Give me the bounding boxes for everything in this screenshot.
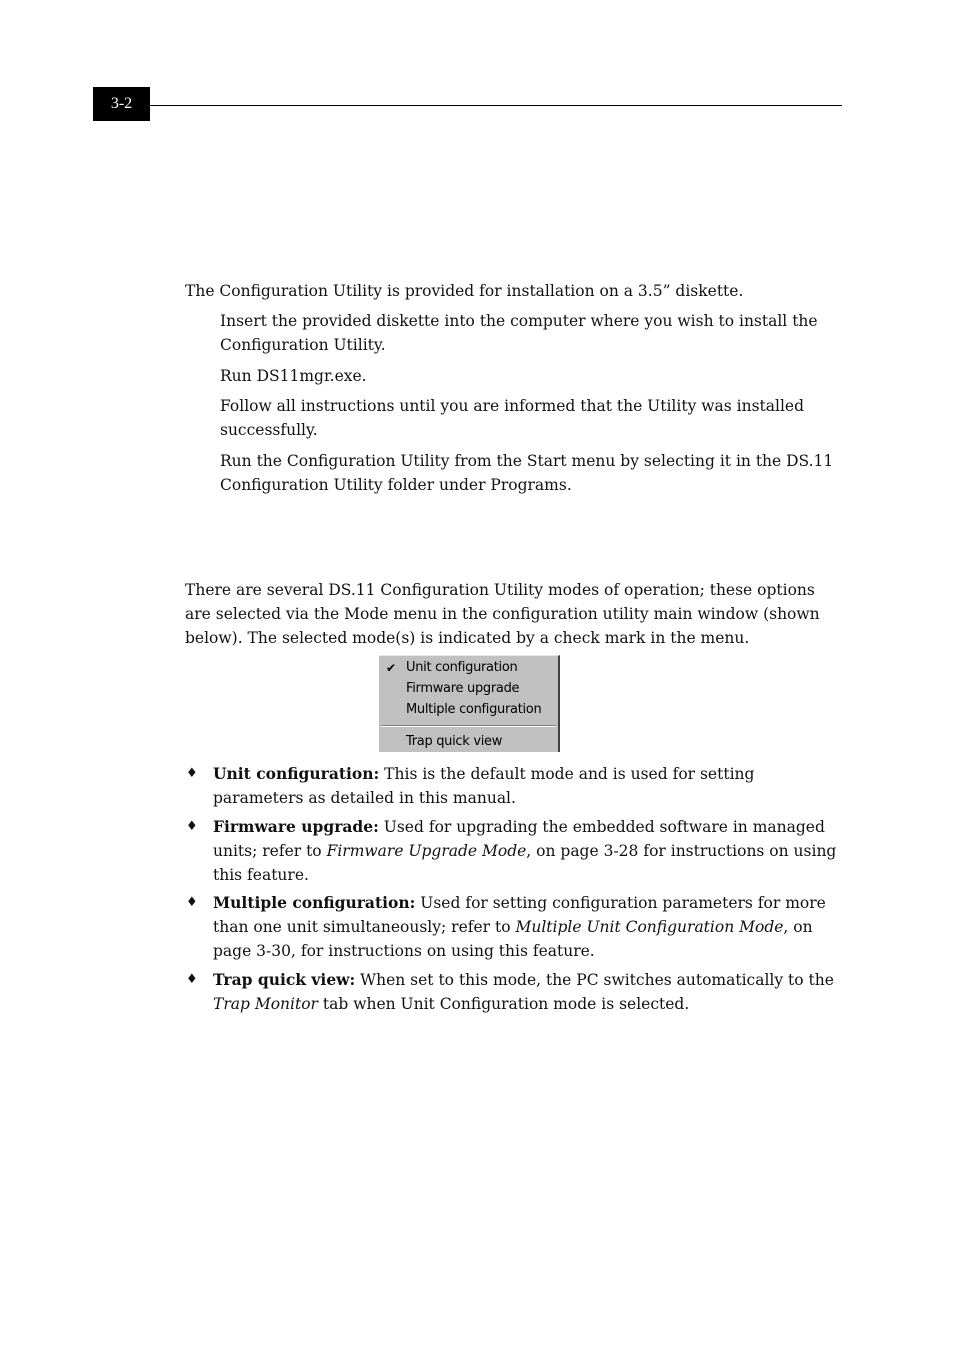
check-mark-icon: ✔ [386, 661, 397, 675]
bullet-text: , on page 3-28 for instructions on using this feature. [213, 842, 837, 884]
page-number-tab [93, 87, 150, 121]
menu-item-multiple-configuration[interactable]: Multiple configuration [406, 702, 542, 717]
install-step-3: Follow all instructions until you are informed that the Utility was installed successfully. [220, 397, 805, 439]
bullet-multiple-configuration [213, 891, 843, 963]
bullet-term: Firmware upgrade: [213, 817, 379, 836]
bullet-text: Used for upgrading the embedded software in managed units; refer to [213, 818, 825, 860]
bullet-reference: Multiple Unit Configuration Mode [515, 918, 784, 936]
diamond-bullet-icon: ♦ [186, 819, 198, 834]
menu-item-firmware-upgrade[interactable]: Firmware upgrade [406, 681, 520, 696]
bullet-reference: Firmware Upgrade Mode [326, 842, 527, 860]
header-rule [150, 105, 842, 106]
bullet-text: When set to this mode, the PC switches automatically to the [355, 971, 834, 989]
install-intro: The Configuration Utility is provided for installation on a 3.5” diskette. [185, 282, 744, 300]
bullet-term: Trap quick view: [213, 970, 356, 989]
bullet-text: , on page 3-30, for instructions on using this feature. [213, 918, 813, 960]
bullet-reference: Trap Monitor [213, 995, 318, 1013]
menu-separator [381, 725, 556, 727]
install-step-4: Run the Configuration Utility from the Start menu by selecting it in the DS.11 Configuration Utility folder under Programs. [220, 452, 834, 494]
menu-item-unit-configuration[interactable]: Unit configuration [406, 660, 518, 675]
bullet-text: Used for setting configuration parameters for more than one unit simultaneously; refer to [213, 894, 826, 936]
install-step-2: Run DS11mgr.exe. [220, 367, 367, 385]
bullet-term: Multiple configuration: [213, 893, 416, 912]
bullet-text: tab when Unit Configuration mode is selected. [317, 995, 690, 1013]
page-number: 3-2 [110, 95, 133, 112]
bullet-trap-quick-view [213, 968, 843, 1016]
mode-menu-screenshot [379, 655, 560, 752]
diamond-bullet-icon: ♦ [186, 972, 198, 987]
diamond-bullet-icon: ♦ [186, 895, 198, 910]
install-step-1: Insert the provided diskette into the computer where you wish to install the Configuration Utility. [220, 312, 818, 354]
bullet-firmware-upgrade [213, 815, 843, 887]
modes-intro: There are several DS.11 Configuration Utility modes of operation; these options are selected via the Mode menu in the configuration utility main window (shown below). The selected mode(s) is indicated by a check mark in the menu. [185, 581, 820, 647]
bullet-unit-configuration [213, 762, 843, 810]
bullet-term: Unit configuration: [213, 764, 380, 783]
diamond-bullet-icon: ♦ [186, 766, 198, 781]
menu-item-trap-quick-view[interactable]: Trap quick view [406, 734, 503, 749]
bullet-text: This is the default mode and is used for setting parameters as detailed in this manual. [213, 765, 755, 807]
